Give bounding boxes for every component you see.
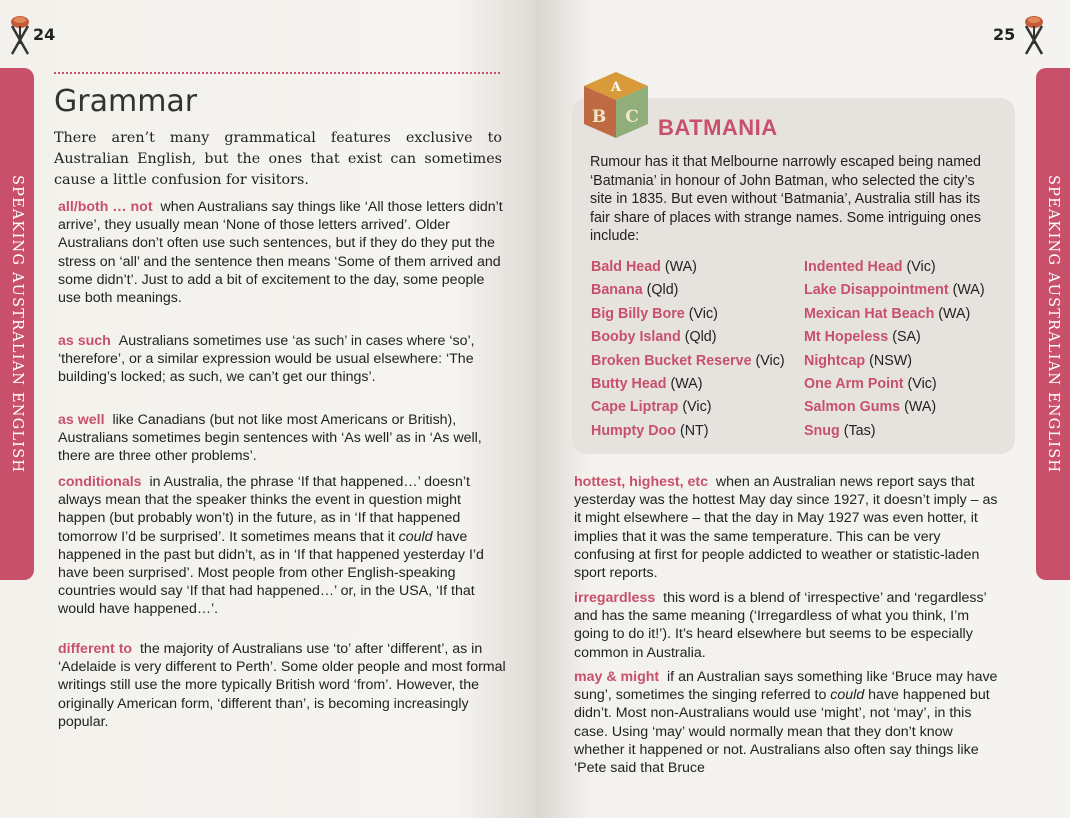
place-name: Indented Head xyxy=(804,259,903,275)
places-list-left xyxy=(591,256,811,443)
place-item xyxy=(591,396,811,419)
entry-term: irregardless xyxy=(574,590,656,606)
place-name: Salmon Gums xyxy=(804,399,901,416)
entry-emphasis: could xyxy=(398,528,433,545)
place-name: Mt Hopeless xyxy=(804,329,889,346)
campfire-logo-icon xyxy=(8,14,32,58)
entry-text: this word is a blend of ‘irrespective’ and ‘regardless’ and has the same meaning (‘Irregardless of what you think, I’m going to do it!’). It’s heard elsewhere but seems to be especially common in Australia. xyxy=(574,590,987,661)
entry-term: hottest, highest, etc xyxy=(574,474,709,490)
place-name: Banana xyxy=(591,282,643,299)
place-item xyxy=(591,303,811,326)
entry-term: conditionals xyxy=(58,474,142,490)
entry-text: when an Australian news report says that yesterday was the hottest May day since 1927, it doesn’t imply – as it might elsewhere – that the day in May 1927 was even hotter, it implies that it was the same temperature. This can be very confusing at first for people addicted to weather or statistic-laden sport reports. xyxy=(574,474,998,582)
place-state: (Tas) xyxy=(843,422,876,439)
entry-as-such xyxy=(58,332,508,387)
page-number: 25 xyxy=(993,25,1016,44)
place-state: (WA) xyxy=(670,376,703,393)
entry-term: may & might xyxy=(574,669,660,685)
place-name: Booby Island xyxy=(591,329,681,346)
place-state: (WA) xyxy=(664,259,697,275)
entry-text-b: have happened in the past but didn’t, as in ‘If that happened yesterday I’d have been surprised’. Most people from other English-speaking countries would say ‘If that had happened…’ or, in the USA, ‘If that would have happened…’. xyxy=(58,528,484,618)
block-letter-a: A xyxy=(610,80,622,95)
entry-text-b: have happened but didn’t. Most non-Australians would use ‘might’, not ‘may’, in this case. Using ‘may’ would normally mean that they don’t know whether it happened or not. Australians also often say things like ‘Pete said that Bruce xyxy=(574,687,990,777)
place-name: Lake Disappointment xyxy=(804,282,949,299)
entry-may-might xyxy=(574,668,999,777)
box-intro: Rumour has it that Melbourne narrowly escaped being named ‘Batmania’ in honour of John Batman, who selected the city’s site in 1835. But even without ‘Batmania’, Australia still has its fair share of places with strange names. Some intriguing ones include: xyxy=(590,154,982,245)
entry-text: the majority of Australians use ‘to’ after ‘different’, as in ‘Adelaide is very different to Perth’. Some older people and most formal writings still use the more typically British word ‘from’. However, the originally American form, ‘different than’, is becoming increasingly popular. xyxy=(58,641,506,730)
section-tab xyxy=(0,68,34,580)
place-item xyxy=(804,279,1024,302)
entry-term: as well xyxy=(58,412,105,428)
place-item xyxy=(591,350,811,373)
entry-text: Australians sometimes use ‘as such’ in cases where ‘so’, ‘therefore’, or a similar expression would be usual elsewhere: ‘The building’s locked; as such, we can’t get our things’. xyxy=(58,333,475,386)
page-number: 24 xyxy=(33,25,56,44)
place-name: Bald Head xyxy=(591,259,661,275)
place-state: (Vic) xyxy=(907,376,937,393)
entry-text-a: if an Australian says something like ‘Bruce may have sung’, sometimes the singing referred to xyxy=(574,669,998,704)
entry-term: different to xyxy=(58,641,133,657)
place-state: (Vic) xyxy=(682,399,712,416)
entry-term: as such xyxy=(58,333,111,349)
place-state: (Vic) xyxy=(906,259,936,275)
place-item xyxy=(804,396,1024,419)
place-item xyxy=(804,350,1024,373)
alphabet-block-icon xyxy=(582,70,650,140)
place-state: (SA) xyxy=(892,329,921,346)
place-name: Snug xyxy=(804,422,840,439)
place-state: (WA) xyxy=(938,305,971,322)
entry-all-both xyxy=(58,198,508,307)
entry-conditionals xyxy=(58,473,508,619)
place-item xyxy=(591,326,811,349)
place-state: (NSW) xyxy=(869,352,913,369)
place-name: Butty Head xyxy=(591,376,667,393)
section-tab xyxy=(1036,68,1070,580)
place-name: Broken Bucket Reserve xyxy=(591,352,752,369)
box-title: BATMANIA xyxy=(658,115,778,140)
intro-paragraph: There aren’t many grammatical features exclusive to Australian English, but the ones that exist can sometimes cause a little confusion for visitors. xyxy=(54,130,502,188)
entry-emphasis: could xyxy=(830,687,865,704)
place-state: (Vic) xyxy=(688,305,718,322)
place-item xyxy=(804,303,1024,326)
block-letter-c: C xyxy=(625,107,639,127)
section-tab-label: SPEAKING AUSTRALIAN ENGLISH xyxy=(1045,174,1061,474)
place-item xyxy=(591,256,811,279)
entry-irregardless xyxy=(574,589,999,662)
place-item xyxy=(804,326,1024,349)
page-title: Grammar xyxy=(54,84,198,119)
place-name: Nightcap xyxy=(804,352,866,369)
section-tab-label: SPEAKING AUSTRALIAN ENGLISH xyxy=(9,174,25,474)
entry-text: like Canadians (but not like most Americans or British), Australians sometimes begin sentences with ‘As well’ as in ‘As well, there are three other problems’. xyxy=(58,412,482,465)
place-state: (Qld) xyxy=(646,282,679,299)
entry-as-well xyxy=(58,411,508,466)
entry-hottest-highest xyxy=(574,473,999,582)
place-item xyxy=(804,420,1024,443)
place-item xyxy=(591,279,811,302)
place-name: Mexican Hat Beach xyxy=(804,305,935,322)
entry-different-to xyxy=(58,640,508,731)
place-name: Cape Liptrap xyxy=(591,399,679,416)
place-name: Humpty Doo xyxy=(591,422,676,439)
place-item xyxy=(804,256,1024,279)
place-state: (NT) xyxy=(679,422,709,439)
campfire-logo-icon xyxy=(1022,14,1046,58)
dotted-divider xyxy=(54,72,500,74)
place-state: (WA) xyxy=(904,399,937,416)
place-state: (Vic) xyxy=(755,352,785,369)
place-name: One Arm Point xyxy=(804,376,904,393)
place-item xyxy=(591,373,811,396)
entry-term: all/both … not xyxy=(58,199,153,215)
block-letter-b: B xyxy=(591,107,607,127)
place-state: (Qld) xyxy=(684,329,717,346)
entry-text-a: in Australia, the phrase ‘If that happened…’ doesn’t always mean that the speaker thinks the event in question might happen (but probably won’t) in the future, as in ‘If that happened tomorrow I’d be surprised’. It sometimes means that it xyxy=(58,474,470,545)
place-item xyxy=(804,373,1024,396)
place-state: (WA) xyxy=(952,282,985,299)
places-list-right xyxy=(804,256,1024,443)
place-name: Big Billy Bore xyxy=(591,305,685,322)
entry-text: when Australians say things like ‘All those letters didn’t arrive’, they usually mean ‘None of those letters arrived’. Older Australians don’t often use such sentences, but if they do they put the stress on ‘all’ and the sentence then means ‘Some of them arrived and some didn’t’. Just to add a bit of excitement to the day, some people use both meanings. xyxy=(58,199,503,307)
place-item xyxy=(591,420,811,443)
